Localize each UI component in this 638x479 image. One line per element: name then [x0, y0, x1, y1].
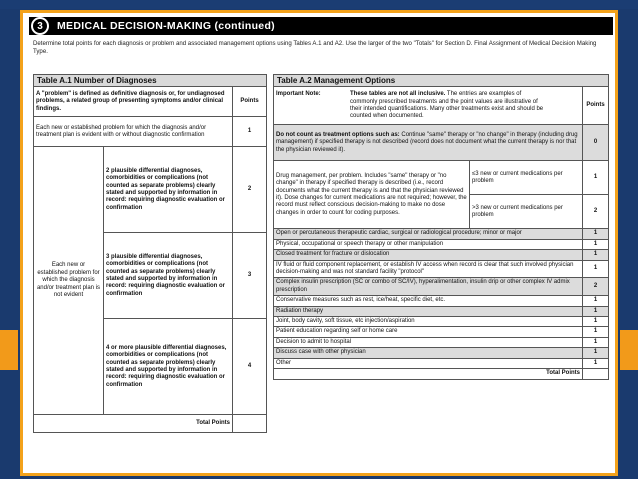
- table-a1-row-evident: Each new or established problem for which the diagnosis and/or treatment plan is evident with or without diagnostic confirmation: [34, 117, 233, 147]
- management-option-text: Open or percutaneous therapeutic cardiac, surgical or radiological procedure; minor or major: [274, 229, 583, 239]
- table-a2-drug-management: Drug management, per problem. Includes "same" therapy or "no change" in therapy if specified therapy is described (i.e., record documents what the current therapy is and that the physician reviewed it). Dose changes for current medications are not required; however, the record must reflect conscious decision-making to make no dose changes in order to count for coding purposes.: [274, 161, 470, 229]
- section-intro: Determine total points for each diagnosis or problem and associated management options using Tables A.1 and A2. Use the larger of the two "Totals" for Section D. Final Assignment of Medical Decision Making Type.: [33, 40, 597, 55]
- table-a1-title: Table A.1 Number of Diagnoses: [34, 75, 267, 87]
- no-change-text: Continue "same" therapy or "no change" in therapy (including drug management) if specified therapy is not described (record does not document what the current therapy is nor that the physician reviewed it).: [276, 131, 578, 153]
- table-a2-management-options: [273, 74, 609, 380]
- management-option-points: 1: [583, 317, 609, 327]
- table-a1-total-label: Total Points: [34, 415, 233, 433]
- table-row: [274, 239, 609, 249]
- table-a2-option-rows: [274, 229, 609, 369]
- table-a1-row-evident-points: 1: [233, 117, 267, 147]
- table-a2-header-points: Points: [583, 87, 609, 125]
- management-option-points: 1: [583, 296, 609, 306]
- management-option-points: 1: [583, 306, 609, 316]
- table-a1-four-differential-points: 4: [233, 319, 267, 415]
- management-option-text: Physical, occupational or speech therapy or other manipulation: [274, 239, 583, 249]
- table-a1-header-points: Points: [233, 87, 267, 117]
- important-note-bold: These tables are not all inclusive.: [350, 91, 446, 98]
- management-option-points: 1: [583, 250, 609, 260]
- top-banner-strip: [0, 0, 638, 9]
- table-row: [274, 327, 609, 337]
- table-row: [274, 337, 609, 347]
- table-a2-title: Table A.2 Management Options: [274, 75, 609, 87]
- table-a2-drug-gt3: >3 new or current medications per problem: [470, 195, 583, 229]
- table-a2-drug-le3-points: 1: [583, 161, 609, 195]
- section-header: [29, 17, 613, 35]
- management-option-text: Conservative measures such as rest, ice/heat, specific diet, etc.: [274, 296, 583, 306]
- table-a2-no-change-row: [274, 125, 583, 161]
- table-row: [274, 229, 609, 239]
- table-row: [274, 306, 609, 316]
- table-a1-not-evident-label: Each new or established problem for which the diagnosis and/or treatment plan is not evident: [34, 147, 104, 415]
- table-a1-two-differential: 2 plausible differential diagnoses, comorbidities or complications (not counted as separate problems) clearly stated and supported by information in record: requiring diagnostic evaluation or confirmation: [104, 147, 233, 233]
- management-option-points: 1: [583, 327, 609, 337]
- table-a2-important-note: [274, 87, 583, 125]
- management-option-points: 1: [583, 239, 609, 249]
- management-option-text: Complex insulin prescription (SC or combo of SC/IV), hyperalimentation, insulin drip or other complex IV admix prescription: [274, 278, 583, 296]
- left-accent-bar: [0, 330, 18, 370]
- section-number-badge: 3: [31, 17, 49, 35]
- table-a2-drug-gt3-points: 2: [583, 195, 609, 229]
- table-row: [274, 348, 609, 358]
- important-note-label: Important Note:: [276, 91, 321, 98]
- management-option-points: 1: [583, 358, 609, 368]
- table-a1-two-differential-points: 2: [233, 147, 267, 233]
- management-option-points: 1: [583, 337, 609, 347]
- management-option-text: Decision to admit to hospital: [274, 337, 583, 347]
- table-a2-no-change-points: 0: [583, 125, 609, 161]
- table-row: [274, 260, 609, 278]
- management-option-text: IV fluid or fluid component replacement, or establish IV access when record is clear that such involved physician decision-making and was not standard facility "protocol": [274, 260, 583, 278]
- table-row: [274, 317, 609, 327]
- table-row: [274, 278, 609, 296]
- table-row: [274, 250, 609, 260]
- table-row: [274, 296, 609, 306]
- table-a1-three-differential-points: 3: [233, 233, 267, 319]
- table-a2-drug-le3: ≤3 new or current medications per problem: [470, 161, 583, 195]
- right-accent-bar: [620, 330, 638, 370]
- table-a1-total-value: [233, 415, 267, 433]
- management-option-points: 1: [583, 229, 609, 239]
- management-option-text: Discuss case with other physician: [274, 348, 583, 358]
- table-row: [274, 358, 609, 368]
- section-title: MEDICAL DECISION-MAKING (continued): [57, 20, 275, 32]
- management-option-text: Joint, body cavity, soft tissue, etc injection/aspiration: [274, 317, 583, 327]
- no-change-bold: Do not count as treatment options such as:: [276, 131, 400, 138]
- management-option-text: Patient education regarding self or home care: [274, 327, 583, 337]
- management-option-points: 2: [583, 278, 609, 296]
- table-a1-four-differential: 4 or more plausible differential diagnoses, comorbidities or complications (not counted as separate problems) clearly stated and supported by information in record: requiring diagnostic evaluation or confirmation: [104, 319, 233, 415]
- management-option-text: Closed treatment for fracture or dislocation: [274, 250, 583, 260]
- table-a1-number-of-diagnoses: [33, 74, 267, 433]
- table-a2-total-value: [583, 369, 609, 380]
- important-note-body: [350, 91, 550, 121]
- management-option-points: 1: [583, 348, 609, 358]
- management-option-text: Other: [274, 358, 583, 368]
- important-note-text: The entries are examples of commonly prescribed treatments and the point values are illustrative of their intended quantifications. Many other treatments exist and should be counted when documented.: [350, 91, 544, 120]
- document-page: [20, 10, 618, 476]
- table-a1-header-description: A "problem" is defined as definitive diagnosis or, for undiagnosed problems, a related group of presenting symptoms and/or clinical findings.: [34, 87, 233, 117]
- management-option-text: Radiation therapy: [274, 306, 583, 316]
- table-a2-total-label: Total Points: [274, 369, 583, 380]
- management-option-points: 1: [583, 260, 609, 278]
- table-a1-three-differential: 3 plausible differential diagnoses, comorbidities or complications (not counted as separate problems) clearly stated and supported by information in record: requiring diagnostic evaluation or confirmation: [104, 233, 233, 319]
